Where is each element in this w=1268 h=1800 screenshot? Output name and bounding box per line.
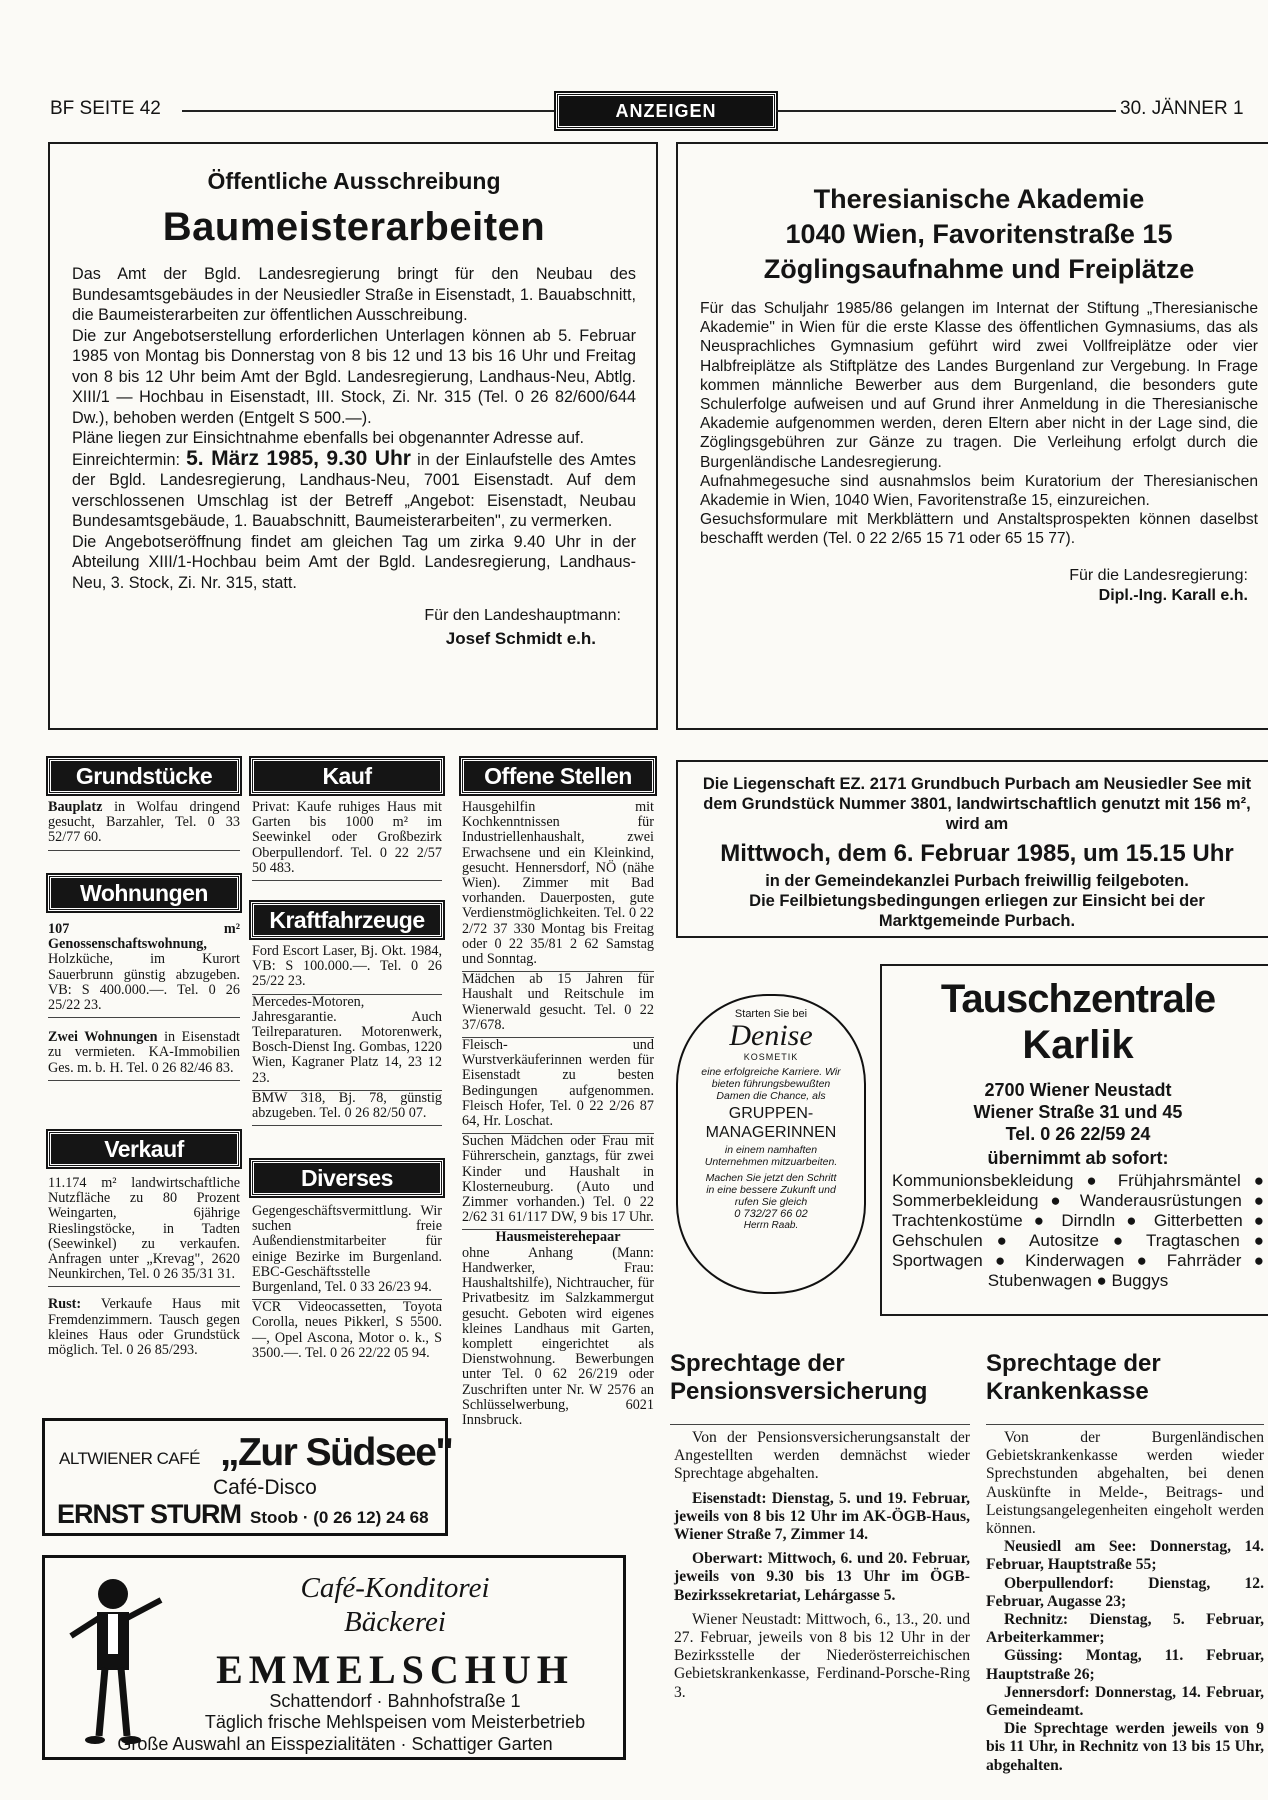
suedsee-small: ALTWIENER CAFÉ xyxy=(59,1449,200,1468)
classified-hausmeisterehepaar-head: Hausmeisterehepaar xyxy=(495,1229,621,1246)
akademie-ad xyxy=(676,142,1268,730)
classified-bmw: BMW 318, Bj. 78, günstig abzugeben. Tel. 0 26 82/50 07. xyxy=(252,1091,442,1126)
heading-diverses: Diverses xyxy=(251,1160,443,1196)
classified-genossenschaftswohnung xyxy=(48,922,240,1018)
classified-bauplatz-head: Bauplatz xyxy=(48,799,103,815)
classified-ford-escort: Ford Escort Laser, Bj. Okt. 1984, VB: S 100.000.—. Tel. 0 26 25/22 23. xyxy=(252,944,442,995)
classified-zwei-wohnungen-head: Zwei Wohnungen xyxy=(48,1029,158,1046)
suedsee-name: „Zur Südsee" xyxy=(220,1431,453,1474)
col1-block-3 xyxy=(48,1176,240,1362)
pension-eisenstadt: Eisenstadt: Dienstag, 5. und 19. Februar, jeweils von 8 bis 12 Uhr im AK-ÖGB-Haus, Wiener Straße 7, Zimmer 14. xyxy=(674,1489,970,1544)
classified-hausmeisterehepaar-text: ohne Anhang (Mann: Handwerker, Frau: Haushaltshilfe), Nichtraucher, für Privatbesitz im Salzkammergut gesucht. Geboten wird eigenes kleines Landhaus mit Garten, komplett eingerichtet als Dienstwohnung. Bewerbungen unter Tel. 0 62 26/219 oder Zuschriften unter Nr. W 2576 an Schlüsselwerbung, 6021 Innsbruck. xyxy=(462,1244,654,1428)
ausschreibung-text-1: Das Amt der Bgld. Landesregierung bringt für den Neubau des Bundesamtsgebäudes in der Neusiedler Straße in Eisenstadt, 1. Bauabschnitt, die Baumeisterarbeiten zur öffentlichen Ausschreibung. xyxy=(72,265,636,324)
col2-block-2 xyxy=(252,944,442,1126)
denise-brand: Denise xyxy=(729,1019,813,1052)
col2-block-1 xyxy=(252,800,442,881)
denise-kosmetik: KOSMETIK xyxy=(743,1052,799,1062)
ausschreibung-text-3: Pläne liegen zur Einsichtnahme ebenfalls bei obgenannter Adresse auf. xyxy=(72,429,585,447)
denise-contact: Herrn Raab. xyxy=(743,1220,799,1231)
waiter-head xyxy=(98,1579,128,1609)
liegenschaft-text-1: Die Liegenschaft EZ. 2171 Grundbuch Purbach am Neusiedler See mit dem Grundstück Nummer 3801, landwirtschaftlich genutzt mit 156 m², wird am xyxy=(702,775,1252,833)
heading-verkauf: Verkauf xyxy=(48,1131,240,1167)
ausschreibung-sign-1: Für den Landeshauptmann: xyxy=(424,607,621,624)
pension-wiener-neustadt: Wiener Neustadt: Mittwoch, 6., 13., 20. und 27. Februar, jeweils von 8 bis 12 Uhr in der Bezirksstelle der Niederösterreichischen Gebietskrankenkasse, Ferdinand-Porsche-Ring 3. xyxy=(674,1610,970,1701)
emmelschuh-line-2: Bäckerei xyxy=(344,1606,446,1638)
waiter-arm-left xyxy=(71,1618,99,1636)
emmelschuh-text-1: Täglich frische Mehlspeisen vom Meisterbetrieb xyxy=(204,1712,586,1732)
tausch-items: Kommunionsbekleidung ● Frühjahrsmäntel ● Sommerbekleidung ● Wanderausrüstungen ● Trachtenkostüme ● Dirndln ● Gitterbetten ● Gehschulen ● Autositze ● Tragtaschen ● Sportwagen ● Kinderwagen ● Fahrräder ● Stubenwagen ● Buggys xyxy=(892,1171,1264,1290)
classified-gegengeschaeft: Gegengeschäftsvermittlung. Wir suchen freie Außendienstmitarbeiter für einige Bezirke im Burgenland. EBC-Geschäftsstelle Burgenland, Tel. 0 33 26/23 94. xyxy=(252,1204,442,1300)
pension-intro: Von der Pensionsversicherungsanstalt der Angestellten werden demnächst wieder Sprechtage abgehalten. xyxy=(674,1429,970,1483)
emmelschuh-address: Schattendorf · Bahnhofstraße 1 xyxy=(269,1691,521,1711)
kranken-note: Die Sprechtage werden jeweils von 9 bis 11 Uhr, in Rechnitz von 13 bis 15 Uhr, abgehalten. xyxy=(986,1720,1264,1774)
emmelschuh-line-1: Café-Konditorei xyxy=(300,1572,490,1604)
header-rule-left xyxy=(182,110,554,112)
denise-phone: 0 732/27 66 02 xyxy=(734,1208,808,1220)
classified-zwei-wohnungen-text: in Eisenstadt zu vermieten. KA-Immobilien Ges. m. b. H. Tel. 0 26 82/46 83. xyxy=(48,1029,240,1076)
tausch-address-2: Wiener Straße 31 und 45 xyxy=(973,1102,1183,1122)
ausschreibung-kicker: Öffentliche Ausschreibung xyxy=(207,168,501,194)
classified-genossenschaftswohnung-text: Holzküche, im Kurort Sauerbrunn günstig abzugeben. VB: S 400.000.—. Tel. 0 26 25/22 23. xyxy=(48,951,240,1014)
tausch-address-1: 2700 Wiener Neustadt xyxy=(984,1080,1172,1100)
kranken-title: Sprechtage der Krankenkasse xyxy=(986,1350,1161,1405)
denise-ad xyxy=(676,994,866,1294)
classified-rust-text: Verkaufe Haus mit Fremdenzimmern. Tausch gegen kleines Haus oder Grundstück möglich. Tel. 0 26 85/293. xyxy=(48,1296,240,1359)
pension-oberwart: Oberwart: Mittwoch, 6. und 20. Februar, jeweils von 9.30 bis 13 Uhr im ÖGB-Bezirkssekretariat, Lehárgasse 5. xyxy=(674,1550,970,1604)
classified-vcr: VCR Videocassetten, Toyota Corolla, neues Pikkerl, S 5500.—, Opel Ascona, Motor o. k., S 3500.—. Tel. 0 26 22/22 05 94. xyxy=(252,1299,442,1361)
classified-maedchen-reitschule: Mädchen ab 15 Jahren für Haushalt und Reitschule im Wienerwald gesucht. Tel. 0 22 37/678. xyxy=(462,972,654,1038)
col2-block-3 xyxy=(252,1204,442,1365)
akademie-title-2: 1040 Wien, Favoritenstraße 15 xyxy=(785,219,1173,249)
classified-bauplatz-text: in Wolfau dringend gesucht, Barzahler, Tel. 0 33 52/77 60. xyxy=(48,799,240,846)
akademie-sign-2: Dipl.-Ing. Karall e.h. xyxy=(1098,586,1248,604)
kranken-intro: Von der Burgenländischen Gebietskrankenkasse werden wieder Sprechstunden abgehalten, bei denen Auskünfte in Melde-, Beitrags- und Leistungsangelegenheiten eingeholt werden können. xyxy=(986,1429,1264,1538)
ausschreibung-sign-2: Josef Schmidt e.h. xyxy=(445,629,596,648)
denise-text-2: in einem namhaften Unternehmen mitzuarbeiten. xyxy=(704,1144,838,1168)
waiter-arm-right xyxy=(127,1600,161,1618)
classified-rust xyxy=(48,1297,240,1362)
denise-headline: GRUPPEN-MANAGERINNEN xyxy=(705,1105,837,1141)
page-number: BF SEITE 42 xyxy=(50,98,161,119)
classified-genossenschaftswohnung-head: 107 m² Genossenschaftswohnung, xyxy=(48,921,240,953)
tausch-title-1: Tauschzentrale xyxy=(940,977,1216,1021)
kranken-neusiedl: Neusiedl am See: Donnerstag, 14. Februar, Hauptstraße 55; xyxy=(986,1538,1264,1574)
denise-text-3: Machen Sie jetzt den Schritt in eine bessere Zukunft und rufen Sie gleich xyxy=(705,1172,837,1208)
suedsee-owner: ERNST STURM xyxy=(57,1499,241,1529)
suedsee-ad xyxy=(42,1418,453,1536)
heading-wohnungen: Wohnungen xyxy=(48,875,240,911)
akademie-sign-1: Für die Landesregierung: xyxy=(1069,566,1248,584)
ausschreibung-text-4 xyxy=(72,446,636,532)
classified-rust-head: Rust: xyxy=(48,1296,82,1313)
col1-block-1 xyxy=(48,800,240,851)
classified-kaufe-haus: Privat: Kaufe ruhiges Haus mit Garten bis 1000 m² im Seewinkel oder Großbezirk Oberpullendorf. Tel. 0 22 2/57 50 483. xyxy=(252,800,442,881)
header-rule-right xyxy=(776,110,1116,112)
ausschreibung-text-2: Die zur Angebotserstellung erforderlichen Unterlagen können ab 5. Februar 1985 von Montag bis Donnerstag von 8 bis 12 und 13 bis 16 Uhr und Freitag von 8 bis 12 Uhr beim Amt der Bgld. Landesregierung, Landhaus-Neu, Abtlg. XIII/1 — Hochbau in Eisenstadt, III. Stock, Zi. Nr. 315 (Tel. 0 26 82/600/644 Dw.), behoben werden (Entgelt S 500.—). xyxy=(72,326,636,427)
heading-offene-stellen: Offene Stellen xyxy=(461,758,655,794)
classified-hausgehilfin: Hausgehilfin mit Kochkenntnissen für Industriellenhaushalt, zwei Erwachsene und ein Kleinkind, gesucht. Hennersdorf, NÖ (nähe Wien). Zimmer mit Bad vorhanden. Dauerposten, gute Verdienstmöglichkeiten. Tel. 0 22 2/72 37 330 Montag bis Freitag oder 0 22 35/81 2 62 Samstag und Sonntag. xyxy=(462,800,654,972)
col3-block xyxy=(462,800,654,1432)
emmelschuh-ad xyxy=(42,1555,626,1760)
kranken-guessing: Güssing: Montag, 11. Februar, Hauptstraße 26; xyxy=(986,1647,1264,1683)
classified-suchen-maedchen: Suchen Mädchen oder Frau mit Führerschein, ganztags, für zwei Kinder und Haushalt in Klosterneuburg. (Auto und Zimmer vorhanden.) Tel. 0 22 2/62 31 61/117 DW, 9 bis 17 Uhr. xyxy=(462,1134,654,1230)
liegenschaft-ad xyxy=(676,760,1268,938)
section-label: ANZEIGEN xyxy=(556,93,776,129)
issue-date: 30. JÄNNER 1 xyxy=(1120,98,1244,119)
tausch-ad xyxy=(880,964,1268,1316)
kranken-rechnitz: Rechnitz: Dienstag, 5. Februar, Arbeiterkammer; xyxy=(986,1611,1264,1647)
denise-text-1: eine erfolgreiche Karriere. Wir bieten führungsbewußten Damen die Chance, als xyxy=(701,1066,841,1102)
heading-kraftfahrzeuge: Kraftfahrzeuge xyxy=(251,902,443,938)
suedsee-sub: Café-Disco xyxy=(213,1476,317,1499)
akademie-text-3: Gesuchsformulare mit Merkblättern und Anstaltsprospekten können daselbst beschafft werden (Tel. 0 22 2/65 15 71 oder 65 15 77). xyxy=(700,511,1258,548)
pension-title: Sprechtage der Pensionsversicherung xyxy=(670,1350,928,1405)
einreichtermin-date: 5. März 1985, 9.30 Uhr xyxy=(186,446,411,470)
liegenschaft-date: Mittwoch, dem 6. Februar 1985, um 15.15 Uhr xyxy=(720,840,1234,867)
einreichtermin-label: Einreichtermin: xyxy=(72,450,180,469)
classified-fleischverkaeuferinnen: Fleisch- und Wurstverkäuferinnen werden für Eisenstadt zu besten Bedingungen aufgenommen. Fleisch Hofer, Tel. 0 22 2/26 87 64, Hr. Loschat. xyxy=(462,1038,654,1134)
tausch-title-2: Karlik xyxy=(1022,1023,1134,1067)
emmelschuh-text-2: Große Auswahl an Eisspezialitäten · Schattiger Garten xyxy=(117,1734,553,1754)
liegenschaft-text-2: in der Gemeindekanzlei Purbach freiwillig feilgeboten. xyxy=(765,872,1189,890)
akademie-text-2: Aufnahmegesuche sind ausnahmslos beim Kuratorium der Theresianischen Akademie in Wien, 1040 Wien, Favoritenstraße 15, einzureichen. xyxy=(700,472,1258,510)
classified-mercedes-motoren: Mercedes-Motoren, Jahresgarantie. Auch Teilreparaturen. Motorenwerk, Bosch-Dienst Ing. Gombas, 1220 Wien, Kagraner Platz 14, 23 12 23. xyxy=(252,995,442,1091)
waiter-shirt xyxy=(108,1614,118,1654)
einreichtermin-text: in der Einlaufstelle des Amtes der Bgld. Landesregierung, Landhaus-Neu, 7001 Eisenstadt. Auf dem verschlossenen Umschlag ist der Betreff „Angebot: Eisenstadt, Neubau Bundesamtsgebäude, 1. Bauabschnitt, Baumeisterarbeiten", zu vermerken. xyxy=(72,450,636,530)
classified-hausmeisterehepaar xyxy=(462,1230,654,1432)
ausschreibung-ad xyxy=(48,142,658,730)
heading-grundstuecke: Grundstücke xyxy=(48,758,240,794)
tausch-phone: Tel. 0 26 22/59 24 xyxy=(1005,1124,1151,1144)
akademie-text-1: Für das Schuljahr 1985/86 gelangen im Internat der Stiftung „Theresianische Akademie" in Wien für die erste Klasse des öffentlichen Gymnasiums, das als Neusprachliches Gymnasium geführt wird zwei Vollfreiplätze oder vier Halbfreiplätze als Stiftplätze des Landes Burgenland zur Vergebung. In Frage kommen männliche Bewerber aus dem Burgenland, die besonders gute Schulerfolge aufweisen und auf Grund ihrer Anmeldung in die Theresianische Akademie aufgenommen werden, deren Eltern aber nicht in der Lage sind, die Zöglingsgebühren zur Gänze zu tragen. Die Verleihung erfolgt durch die Burgenländische Landesregierung. xyxy=(700,300,1258,471)
akademie-title-3: Zöglingsaufnahme und Freiplätze xyxy=(763,254,1195,284)
kranken-section xyxy=(986,1350,1264,1775)
classified-weingarten: 11.174 m² landwirtschaftliche Nutzfläche zu 80 Prozent Weingarten, 6jährige Rieslingstöcke, in Tadten (Seewinkel) zu verkaufen. Anfragen unter „Krevag", 2620 Neunkirchen, Tel. 0 26 35/31 31. xyxy=(48,1176,240,1287)
ausschreibung-title: Baumeisterarbeiten xyxy=(162,205,546,249)
emmelschuh-name: EMMELSCHUH xyxy=(216,1647,574,1692)
kranken-jennersdorf: Jennersdorf: Donnerstag, 14. Februar, Gemeindeamt. xyxy=(986,1683,1264,1720)
suedsee-phone: Stoob · (0 26 12) 24 68 xyxy=(250,1508,429,1527)
pension-section xyxy=(670,1350,970,1702)
ausschreibung-text-5: Die Angebotseröffnung findet am gleichen Tag um zirka 9.40 Uhr in der Abteilung XIII/1-Hochbau beim Amt der Bgld. Landesregierung, Landhaus-Neu, 3. Stock, Zi. Nr. 315, statt. xyxy=(72,532,636,592)
col1-block-2 xyxy=(48,922,240,1081)
denise-top: Starten Sie bei xyxy=(734,1008,808,1020)
classified-zwei-wohnungen xyxy=(48,1030,240,1081)
heading-kauf: Kauf xyxy=(251,758,443,794)
akademie-title-1: Theresianische Akademie xyxy=(813,184,1145,214)
liegenschaft-text-3: Die Feilbietungsbedingungen erliegen zur Einsicht bei der Marktgemeinde Purbach. xyxy=(749,892,1205,930)
tausch-sub: übernimmt ab sofort: xyxy=(987,1148,1169,1168)
kranken-oberpullendorf: Oberpullendorf: Dienstag, 12. Februar, Augasse 23; xyxy=(986,1574,1264,1610)
classified-bauplatz xyxy=(48,800,240,851)
waiter-leg-left xyxy=(99,1668,105,1736)
